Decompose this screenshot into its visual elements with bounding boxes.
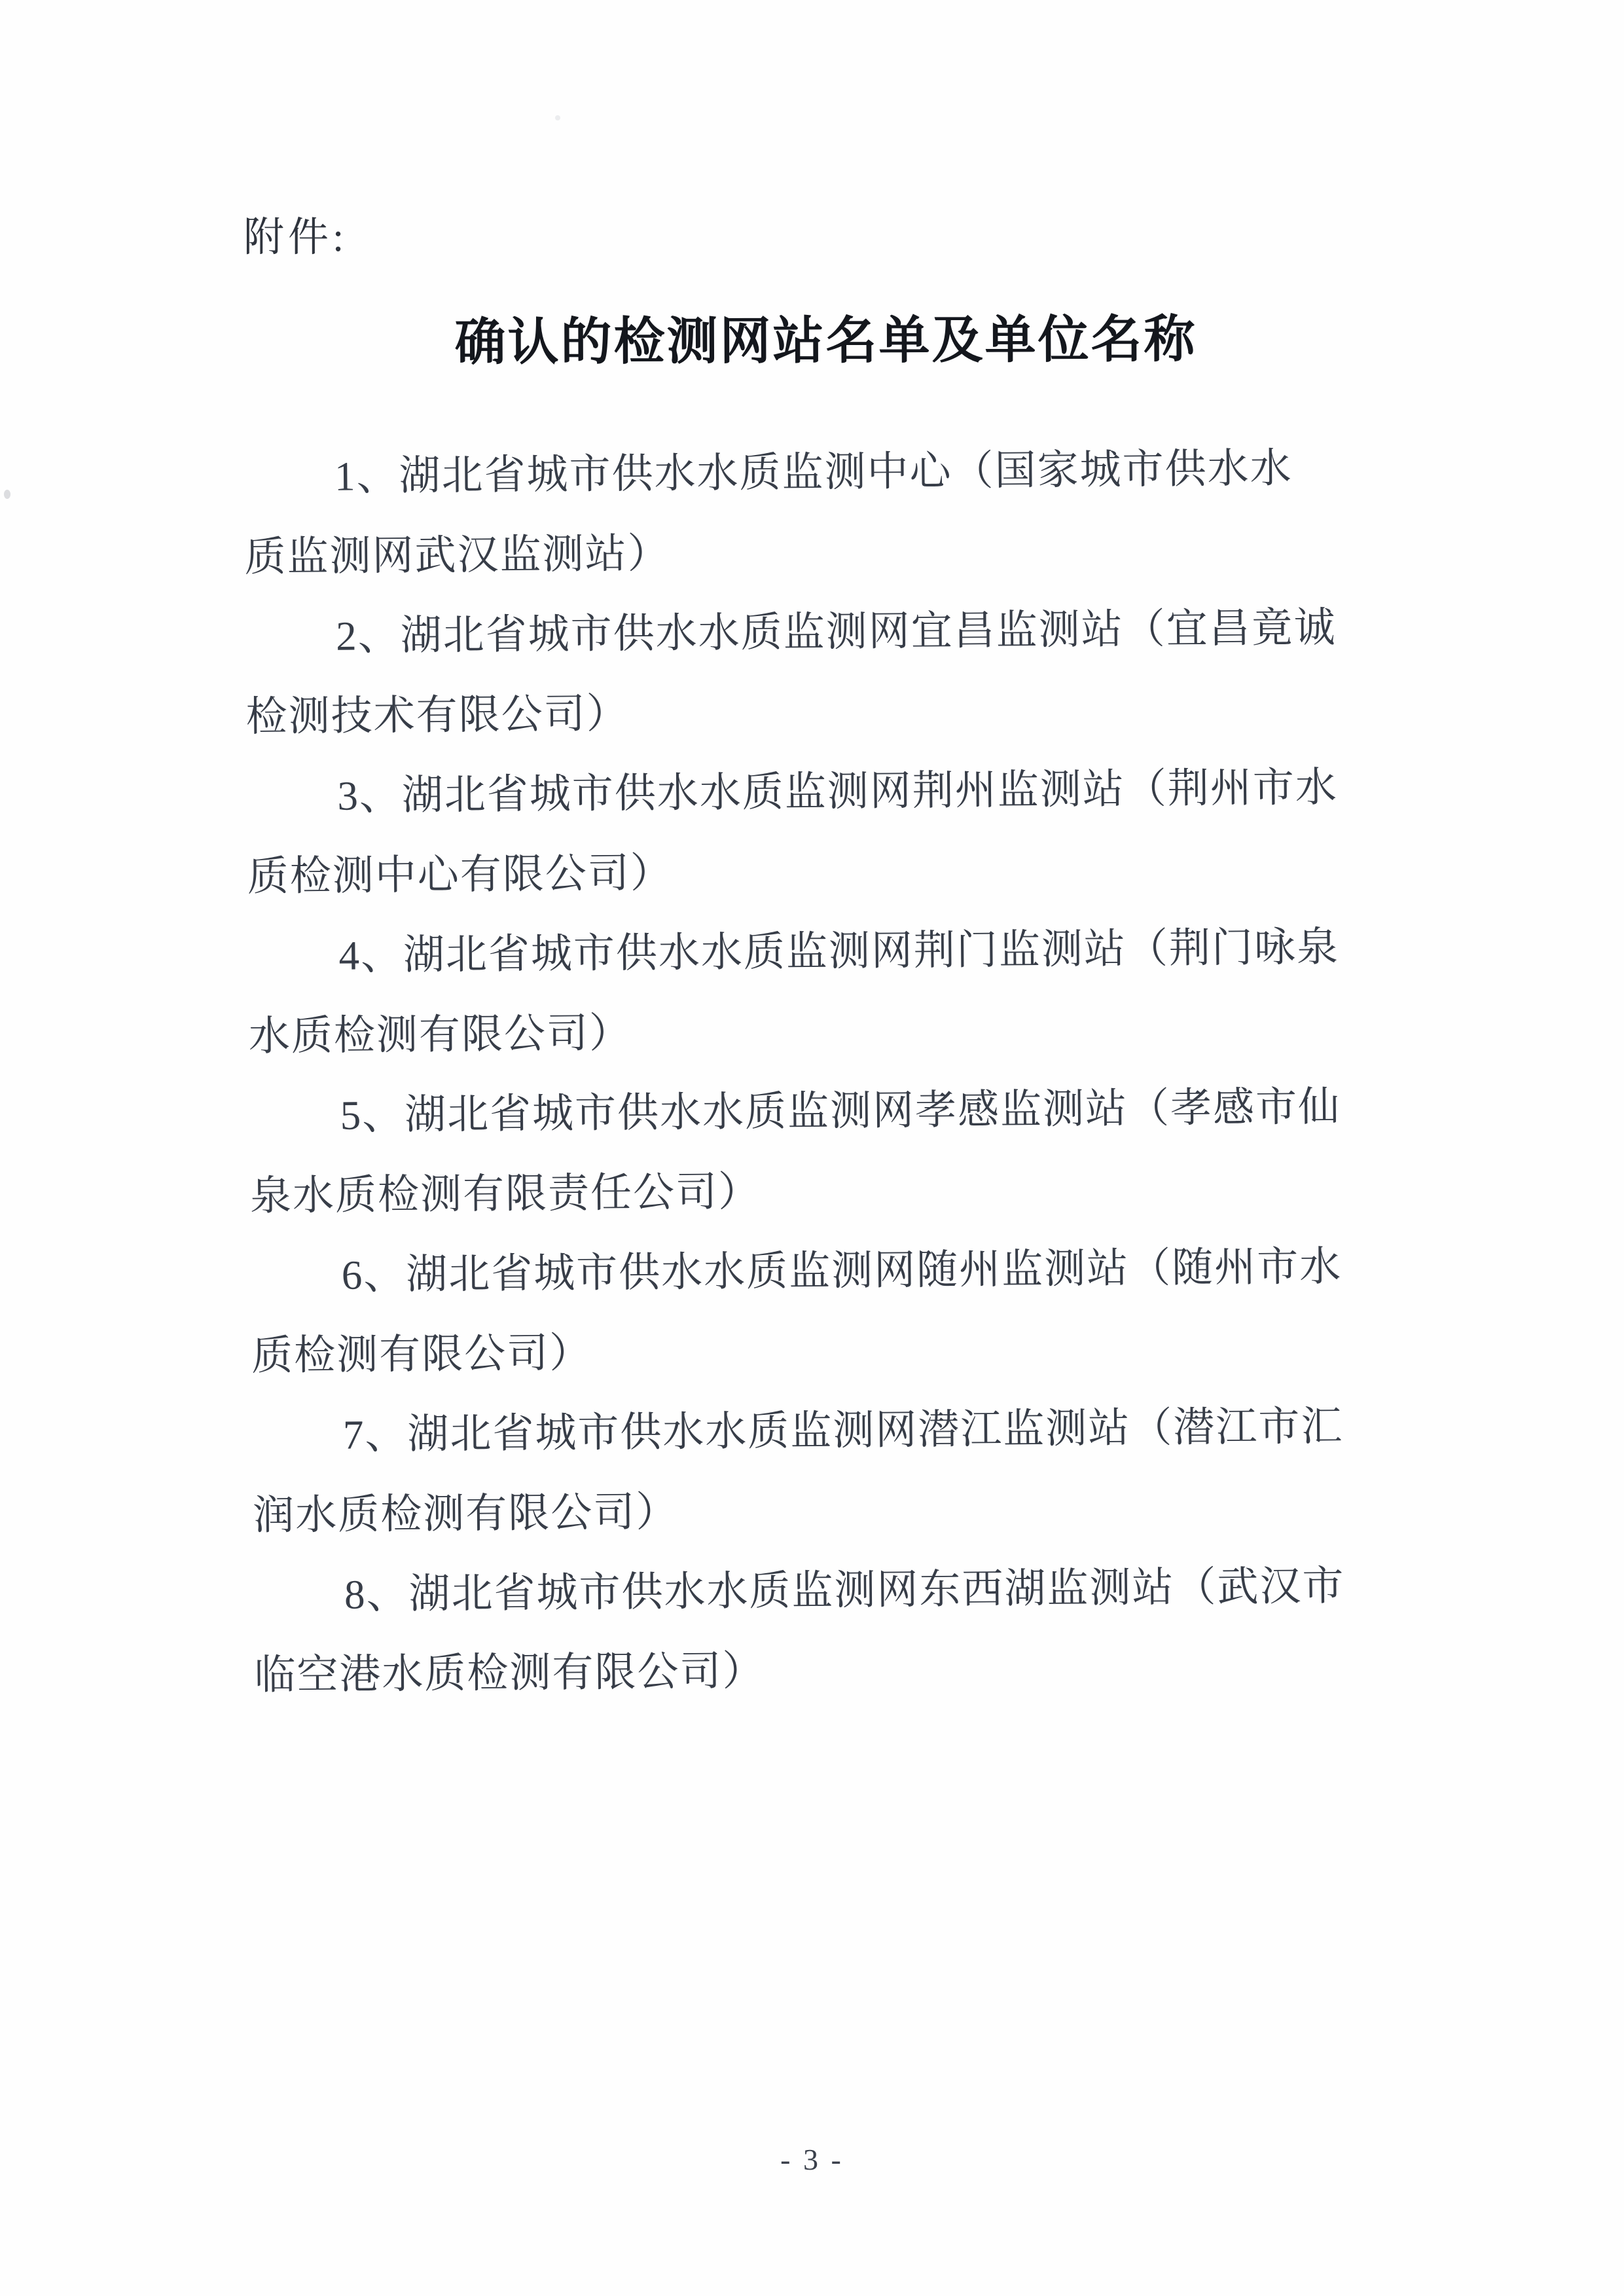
item-8-line-2: 临空港水质检测有限公司）: [254, 1648, 765, 1698]
item-7-line-1: 7、湖北省城市供水水质监测网潜江监测站（潜江市汇: [342, 1403, 1344, 1458]
item-4-line-1: 4、湖北省城市供水水质监测网荆门监测站（荆门咏泉: [338, 924, 1340, 979]
list-item-7: [252, 1385, 1414, 1555]
item-5-line-2: 泉水质检测有限责任公司）: [249, 1169, 761, 1219]
item-6-line-2: 质检测有限公司）: [251, 1330, 592, 1379]
item-4-line-2: 水质检测有限公司）: [248, 1010, 632, 1059]
item-2-line-1: 2、湖北省城市供水水质监测网宜昌监测站（宜昌竟诚: [335, 604, 1337, 659]
scan-artifact: [4, 490, 10, 499]
item-7-line-2: 润水质检测有限公司）: [253, 1489, 679, 1539]
list-item-2: [245, 587, 1407, 757]
item-6-line-1: 6、湖北省城市供水水质监测网随州监测站（随州市水: [341, 1243, 1343, 1298]
list-item-6: [251, 1226, 1413, 1395]
list-item-3: [246, 747, 1408, 917]
item-5-line-1: 5、湖北省城市供水水质监测网孝感监测站（孝感市仙: [340, 1084, 1341, 1139]
document-title: 确认的检测网站名单及单位名称: [454, 310, 1197, 371]
page-number: - 3 -: [780, 2143, 844, 2176]
item-3-line-2: 质检测中心有限公司）: [247, 850, 674, 900]
item-1-line-2: 质监测网武汉监测站）: [244, 530, 670, 580]
item-8-line-1: 8、湖北省城市供水水质监测网东西湖监测站（武汉市: [344, 1563, 1345, 1618]
item-2-line-2: 检测技术有限公司）: [245, 690, 630, 740]
scan-artifact: [555, 115, 560, 120]
list-item-8: [253, 1545, 1415, 1715]
document-body: [244, 428, 1415, 1715]
list-item-4: [247, 907, 1409, 1076]
item-3-line-1: 3、湖北省城市供水水质监测网荆州监测站（荆州市水: [337, 764, 1339, 819]
attachment-label: 附件:: [244, 215, 348, 260]
list-item-1: [244, 428, 1405, 597]
item-1-line-1: 1、湖北省城市供水水质监测中心（国家城市供水水: [334, 445, 1293, 500]
list-item-5: [249, 1066, 1411, 1235]
